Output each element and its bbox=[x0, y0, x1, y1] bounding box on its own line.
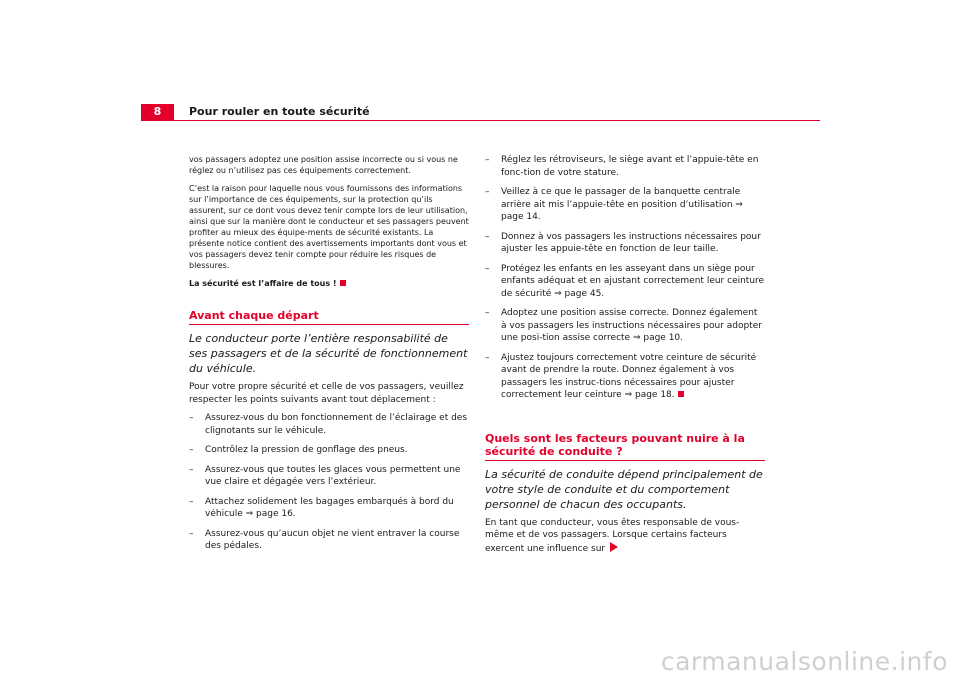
section-lead: Pour votre propre sécurité et celle de vos passagers, veuillez respecter les points suivants avant tout déplacement : bbox=[189, 382, 464, 405]
header-divider bbox=[141, 120, 820, 121]
intro-paragraph: C’est la raison pour laquelle nous vous fournissons des informations sur l’importance de ces équipements, sur la protection qu’ils assurent, sur ce dont vous devez tenir compte lors de leur utilisation, ainsi que sur la manière dont le conducteur et ses passagers peuvent profiter au mieux des équipe-ments de sécurité existants. La présente notice contient des avertissements importants dont vous et vos passagers devez tenir compte pour réduire les risques de blessures. bbox=[189, 184, 469, 270]
list-item-text: Ajustez toujours correctement votre ceinture de sécurité avant de prendre la route. Donnez également à vos passagers les instruc-tions nécessaires pour ajuster correctement leur ceinture ⇒ page 18. bbox=[501, 352, 757, 400]
page-number: 8 bbox=[141, 104, 174, 120]
watermark: carmanualsonline.info bbox=[660, 647, 948, 676]
section-paragraph-text: En tant que conducteur, vous êtes responsable de vous-même et de vos passagers. Lorsque certains facteurs exercent une influence sur bbox=[485, 517, 740, 554]
list-item: – Assurez-vous qu’aucun objet ne vient entraver la course des pédales. bbox=[189, 528, 469, 553]
section-heading-facteurs-securite: Quels sont les facteurs pouvant nuire à la sécurité de conduite ? bbox=[485, 432, 765, 461]
list-item: – Réglez les rétroviseurs, le siège avant et l’appuie-tête en fonc-tion de votre stature. bbox=[485, 154, 765, 179]
list-item: – Donnez à vos passagers les instructions nécessaires pour ajuster les appuie-tête en fonction de leur taille. bbox=[485, 231, 765, 256]
list-item[interactable] bbox=[485, 352, 765, 402]
list-item[interactable]: – Protégez les enfants en les asseyant dans un siège pour enfants adéquat et en ajustant correctement leur ceinture de sécurité ⇒ page 45. bbox=[485, 263, 765, 301]
end-of-section-icon bbox=[340, 280, 346, 286]
section-subheading: La sécurité de conduite dépend principalement de votre style de conduite et du comportement personnel de chacun des occupants. bbox=[485, 467, 763, 511]
section-subheading: Le conducteur porte l’entière responsabilité de ses passagers et de la sécurité de fonctionnement du véhicule. bbox=[189, 332, 468, 375]
closing-statement-text: La sécurité est l’affaire de tous ! bbox=[189, 279, 337, 288]
intro-paragraph: vos passagers adoptez une position assise incorrecte ou si vous ne réglez ou n’utilisez pas ces équipements correctement. bbox=[189, 155, 458, 175]
end-of-section-icon bbox=[678, 391, 684, 397]
checklist-continued bbox=[485, 154, 765, 402]
section-heading-avant-chaque-depart: Avant chaque départ bbox=[189, 309, 469, 325]
list-item: – Assurez-vous que toutes les glaces vous permettent une vue claire et dégagée vers l’extérieur. bbox=[189, 464, 469, 489]
right-column bbox=[485, 154, 765, 561]
section-paragraph bbox=[485, 517, 765, 556]
list-item: – Assurez-vous du bon fonctionnement de l’éclairage et des clignotants sur le véhicule. bbox=[189, 412, 469, 437]
closing-statement bbox=[189, 278, 469, 289]
list-item: – Contrôlez la pression de gonflage des pneus. bbox=[189, 444, 469, 457]
running-header-title: Pour rouler en toute sécurité bbox=[189, 105, 370, 118]
list-item[interactable]: – Attachez solidement les bagages embarqués à bord du véhicule ⇒ page 16. bbox=[189, 496, 469, 521]
left-column bbox=[189, 154, 469, 560]
list-item[interactable]: – Veillez à ce que le passager de la banquette centrale arrière ait mis l’appuie-tête en position d’utilisation ⇒ page 14. bbox=[485, 186, 765, 224]
checklist bbox=[189, 412, 469, 553]
list-item[interactable]: – Adoptez une position assise correcte. Donnez également à vos passagers les instructions nécessaires pour adopter une posi-tion assise correcte ⇒ page 10. bbox=[485, 307, 765, 345]
continue-arrow-icon bbox=[610, 542, 618, 552]
